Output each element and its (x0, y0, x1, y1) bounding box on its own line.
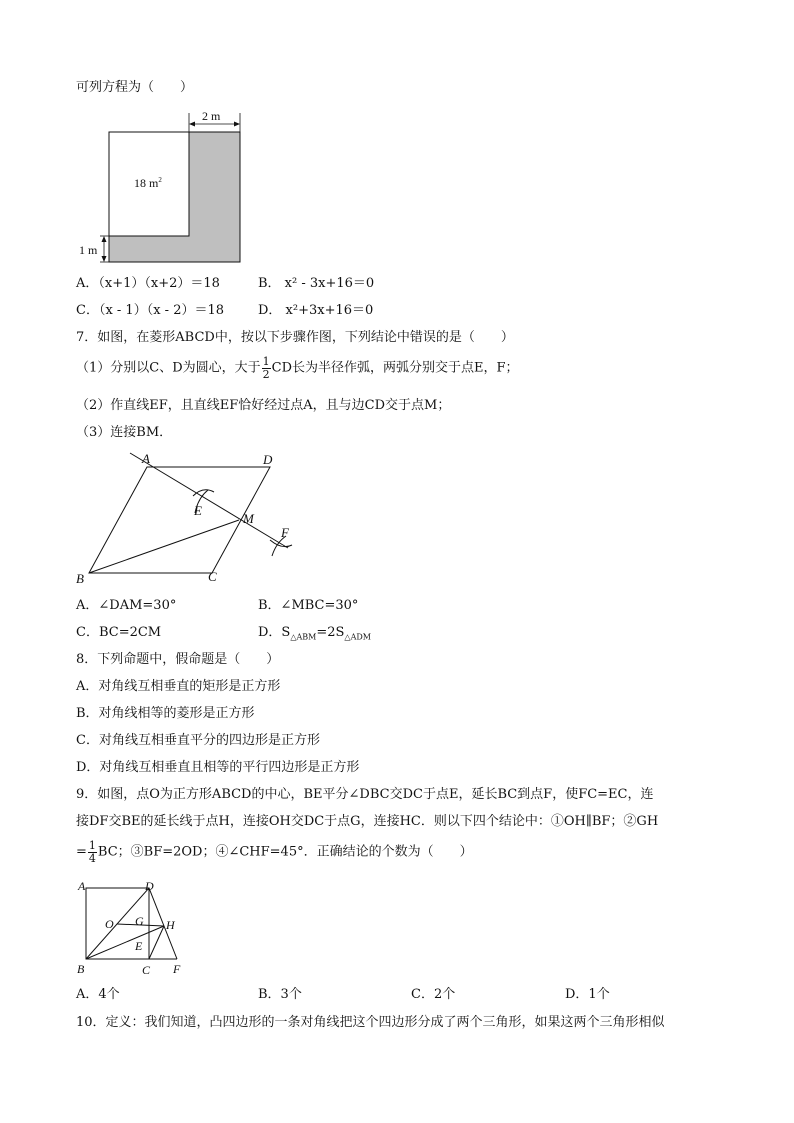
label-O: O (105, 917, 114, 931)
area-label: 18 $m^2$ (134, 176, 162, 190)
label-D: D (145, 879, 154, 893)
q9-option-b: B．3个 (258, 987, 302, 1002)
q7-option-a: A．∠DAM=30° (76, 598, 177, 613)
q9-line3: = $\frac{1}{4}$ BC；③BF=2OD；④∠CHF=45°．正确结论的个数为（ ） (76, 839, 473, 865)
width-label: 2 m (202, 109, 221, 123)
q8-option-c: C．对角线互相垂直平分的四边形是正方形 (76, 733, 320, 748)
q7-option-b: B．∠MBC=30° (258, 598, 359, 613)
q6-option-a: A．（x+1）（x+2）＝18 (76, 276, 220, 291)
label-A: A (142, 451, 150, 466)
label-C: C (208, 569, 217, 584)
q6-option-b: B． x² - 3x+16＝0 (258, 276, 375, 291)
q7-rhombus-figure (70, 448, 310, 588)
label-D: D (263, 452, 273, 467)
q8-stem: 8．下列命题中，假命题是（ ） (76, 652, 280, 667)
q10-line1: 10．定义：我们知道，凸四边形的一条对角线把这个四边形分成了两个三角形，如果这两个三角形相似 (76, 1015, 665, 1030)
q9-line2: 接DF交BE的延长线于点H，连接OH交DC于点G，连接HC．则以下四个结论中：①OH∥BF；②GH (76, 814, 659, 829)
q6-stem: 可列方程为（ ） (76, 80, 194, 95)
label-E: E (194, 503, 202, 518)
q9-square-figure (70, 876, 200, 981)
q9-option-d: D．1个 (565, 987, 610, 1002)
q9-line1: 9．如图，点O为正方形ABCD的中心，BE平分∠DBC交DC于点E，延长BC到点F，使FC=EC，连 (76, 787, 654, 802)
label-F: F (281, 525, 289, 540)
q9-fraction: $\frac{1}{4}$ (88, 839, 96, 865)
label-F: F (173, 962, 181, 976)
label-E: E (135, 939, 143, 953)
q6-option-c: C．（x - 1）（x - 2）＝18 (76, 303, 225, 318)
q7-option-c: C．BC=2CM (76, 625, 162, 640)
label-B: B (76, 571, 84, 586)
label-A: A (78, 879, 86, 893)
q7-step1: （1）分别以C、D为圆心，大于 $\frac{1}{2}$ CD长为半径作弧，两弧分别交于点E，F； (76, 355, 519, 381)
label-G: G (135, 914, 144, 928)
q7-step2: （2）作直线EF，且直线EF恰好经过点A，且与边CD交于点M； (76, 398, 451, 413)
q8-option-b: B．对角线相等的菱形是正方形 (76, 706, 255, 721)
label-B: B (77, 962, 85, 976)
label-C: C (142, 963, 151, 977)
q7-stem: 7．如图，在菱形ABCD中，按以下步骤作图，下列结论中错误的是（ ） (76, 330, 514, 345)
q7-fraction: $\frac{1}{2}$ (262, 355, 270, 381)
q6-option-d: D． x²+3x+16＝0 (258, 303, 374, 318)
q8-option-a: A．对角线互相垂直的矩形是正方形 (76, 679, 281, 694)
label-M: M (243, 511, 254, 526)
q7-option-d: D．$S_{\triangle ABM}=2S_{\triangle ADM}$ (258, 625, 371, 642)
height-label: 1 m (79, 243, 98, 257)
q9-option-a: A．4个 (76, 987, 120, 1002)
q7-step3: （3）连接BM． (76, 425, 173, 440)
q9-option-c: C．2个 (411, 987, 456, 1002)
q6-figure (76, 105, 251, 270)
label-H: H (166, 918, 175, 932)
q8-option-d: D．对角线互相垂直且相等的平行四边形是正方形 (76, 760, 360, 775)
